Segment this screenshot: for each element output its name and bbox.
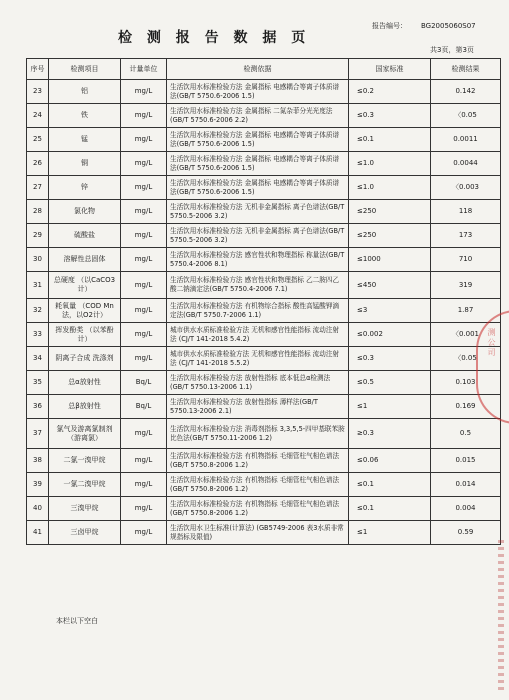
cell-basis: 生活饮用水标准检验方法 感官性状和物理指标 乙二胺四乙酸二钠滴定法(GB/T 5750.4-2006 7.1) [167,272,349,299]
cell-item: 三溴甲烷 [49,497,121,521]
cell-unit: mg/L [121,128,167,152]
cell-item: 锌 [49,176,121,200]
cell-item: 二氯一溴甲烷 [49,449,121,473]
cell-standard: ≤250 [349,224,431,248]
cell-unit: mg/L [121,323,167,347]
table-row [27,299,501,323]
cell-unit: Bq/L [121,371,167,395]
cell-result: 0.142 [431,80,501,104]
cell-unit: mg/L [121,104,167,128]
cell-number: 38 [27,449,49,473]
cell-result: 0.0044 [431,152,501,176]
cell-unit: mg/L [121,272,167,299]
cell-item: 总硬度 （以CaCO3计） [49,272,121,299]
table-header-row [27,59,501,80]
cell-standard: ≤250 [349,200,431,224]
cell-basis: 生活饮用水标准检验方法 放射性指标 薄样法(GB/T 5750.13-2006 2.1) [167,395,349,419]
cell-standard: ≤0.1 [349,473,431,497]
cell-number: 24 [27,104,49,128]
cell-basis: 城市供水水质标准检验方法 无机和感官性能指标 流动注射法 (CJ/T 141-2018 5.4.2) [167,323,349,347]
cell-standard: ≤0.2 [349,80,431,104]
table-row [27,224,501,248]
table-row [27,176,501,200]
cell-number: 37 [27,419,49,449]
cell-unit: mg/L [121,176,167,200]
cell-result: 118 [431,200,501,224]
cell-basis: 生活饮用水标准检验方法 放射性指标 底本低总α检测法(GB/T 5750.13-2006 1.1) [167,371,349,395]
page-title: 检 测 报 告 数 据 页 [118,30,311,46]
column-header-no: 序号 [27,59,49,80]
cell-unit: mg/L [121,497,167,521]
report-number-label: 报告编号： [372,22,407,30]
cell-number: 32 [27,299,49,323]
cell-unit: mg/L [121,80,167,104]
cell-standard: ≤0.002 [349,323,431,347]
cell-basis: 生活饮用水标准检验方法 金属指标 电感耦合等离子体质谱法(GB/T 5750.6-2006 1.5) [167,128,349,152]
cell-result: 0.0011 [431,128,501,152]
cell-unit: mg/L [121,299,167,323]
cell-unit: mg/L [121,248,167,272]
cell-result: 0.004 [431,497,501,521]
cell-basis: 生活饮用水标准检验方法 消毒剂指标 3,3,5,5-四甲基联苯胺比色法(GB/T 5750.11-2006 1.2) [167,419,349,449]
cell-result: 0.014 [431,473,501,497]
cell-standard: ≤0.1 [349,128,431,152]
cell-number: 36 [27,395,49,419]
cell-standard: ≤0.3 [349,347,431,371]
cell-standard: ≤1000 [349,248,431,272]
cell-result: 173 [431,224,501,248]
cell-item: 氯气及游离氯制剂 （游离氯） [49,419,121,449]
column-header-result: 检测结果 [431,59,501,80]
report-number [372,21,476,31]
cell-standard: ≤0.3 [349,104,431,128]
results-table [26,58,501,545]
table-row [27,497,501,521]
table-row [27,521,501,545]
cell-standard: ≤0.1 [349,497,431,521]
cell-result: 0.5 [431,419,501,449]
table-row [27,323,501,347]
cell-basis: 生活饮用水标准检验方法 有机物综合指标 酸性高锰酸钾滴定法(GB/T 5750.7-2006 1.1) [167,299,349,323]
cell-result: 〈0.003 [431,176,501,200]
cell-item: 挥发酚类 （以苯酚计） [49,323,121,347]
cell-standard: ≤0.5 [349,371,431,395]
cell-number: 29 [27,224,49,248]
table-row [27,419,501,449]
cell-item: 阴离子合成 洗涤剂 [49,347,121,371]
perforation-seal [498,540,504,690]
cell-unit: mg/L [121,200,167,224]
table-row [27,152,501,176]
table-body [27,80,501,545]
table-row [27,200,501,224]
cell-unit: mg/L [121,521,167,545]
cell-unit: mg/L [121,419,167,449]
cell-basis: 生活饮用水标准检验方法 金属指标 二氮杂菲分光光度法(GB/T 5750.6-2006 2.2) [167,104,349,128]
cell-basis: 生活饮用水标准检验方法 无机非金属指标 离子色谱法(GB/T 5750.5-2006 3.2) [167,200,349,224]
cell-basis: 生活饮用水标准检验方法 金属指标 电感耦合等离子体质谱法(GB/T 5750.6-2006 1.5) [167,152,349,176]
column-header-unit: 计量单位 [121,59,167,80]
cell-unit: mg/L [121,347,167,371]
cell-basis: 生活饮用水卫生标准(计算法) (GB5749-2006 表3水质非常规指标及限值) [167,521,349,545]
cell-item: 硫酸盐 [49,224,121,248]
page-count: 共3页，第3页 [430,46,474,54]
cell-unit: Bq/L [121,395,167,419]
report-number-value: BG2005060S07 [421,22,476,30]
cell-number: 33 [27,323,49,347]
cell-standard: ≤1 [349,521,431,545]
cell-number: 26 [27,152,49,176]
cell-number: 30 [27,248,49,272]
cell-number: 35 [27,371,49,395]
cell-item: 总β放射性 [49,395,121,419]
cell-basis: 生活饮用水标准检验方法 有机物指标 毛细管柱气相色谱法(GB/T 5750.8-2006 1.2) [167,473,349,497]
cell-unit: mg/L [121,152,167,176]
table-row [27,371,501,395]
column-header-item: 检测项目 [49,59,121,80]
cell-number: 25 [27,128,49,152]
cell-item: 总α放射性 [49,371,121,395]
cell-standard: ≤0.06 [349,449,431,473]
cell-unit: mg/L [121,473,167,497]
cell-basis: 城市供水水质标准检验方法 无机和感官性能指标 流动注射法 (CJ/T 141-2018 5.5.2) [167,347,349,371]
cell-standard: ≤1.0 [349,176,431,200]
cell-unit: mg/L [121,449,167,473]
cell-number: 34 [27,347,49,371]
column-header-basis: 检测依据 [167,59,349,80]
cell-item: 铁 [49,104,121,128]
cell-standard: ≥0.3 [349,419,431,449]
cell-basis: 生活饮用水标准检验方法 无机非金属指标 离子色谱法(GB/T 5750.5-2006 3.2) [167,224,349,248]
cell-unit: mg/L [121,224,167,248]
cell-result: 0.103 [431,371,501,395]
cell-number: 28 [27,200,49,224]
cell-result: 319 [431,272,501,299]
cell-result: 0.015 [431,449,501,473]
table-row [27,473,501,497]
table-row [27,347,501,371]
cell-number: 23 [27,80,49,104]
cell-result: 〈0.05 [431,104,501,128]
cell-item: 三卤甲烷 [49,521,121,545]
cell-standard: ≤3 [349,299,431,323]
cell-number: 39 [27,473,49,497]
table-row [27,104,501,128]
table-row [27,395,501,419]
cell-item: 耗氧量 （COD Mn法，以O2计） [49,299,121,323]
cell-basis: 生活饮用水标准检验方法 金属指标 电感耦合等离子体质谱法(GB/T 5750.6-2006 1.5) [167,80,349,104]
company-seal-text: 测公司 [487,328,496,358]
table-row [27,248,501,272]
table-row [27,272,501,299]
table-row [27,80,501,104]
column-header-standard: 国家标准 [349,59,431,80]
cell-item: 氯化物 [49,200,121,224]
cell-result: 710 [431,248,501,272]
cell-item: 溶解性总固体 [49,248,121,272]
cell-result: 〈0.001 [431,323,501,347]
cell-result: 〈0.05 [431,347,501,371]
cell-result: 1.87 [431,299,501,323]
cell-result: 0.169 [431,395,501,419]
footer-note: 本栏以下空白 [56,617,98,625]
cell-basis: 生活饮用水标准检验方法 金属指标 电感耦合等离子体质谱法(GB/T 5750.6-2006 1.5) [167,176,349,200]
cell-standard: ≤1 [349,395,431,419]
cell-basis: 生活饮用水标准检验方法 有机物指标 毛细管柱气相色谱法(GB/T 5750.8-2006 1.2) [167,449,349,473]
cell-basis: 生活饮用水标准检验方法 感官性状和物理指标 称量法(GB/T 5750.4-2006 8.1) [167,248,349,272]
cell-number: 40 [27,497,49,521]
cell-item: 铜 [49,152,121,176]
cell-result: 0.59 [431,521,501,545]
cell-standard: ≤450 [349,272,431,299]
cell-item: 锰 [49,128,121,152]
cell-number: 41 [27,521,49,545]
cell-standard: ≤1.0 [349,152,431,176]
table-row [27,449,501,473]
cell-basis: 生活饮用水标准检验方法 有机物指标 毛细管柱气相色谱法(GB/T 5750.8-2006 1.2) [167,497,349,521]
table-row [27,128,501,152]
cell-number: 27 [27,176,49,200]
cell-item: 一氯二溴甲烷 [49,473,121,497]
cell-number: 31 [27,272,49,299]
cell-item: 铝 [49,80,121,104]
